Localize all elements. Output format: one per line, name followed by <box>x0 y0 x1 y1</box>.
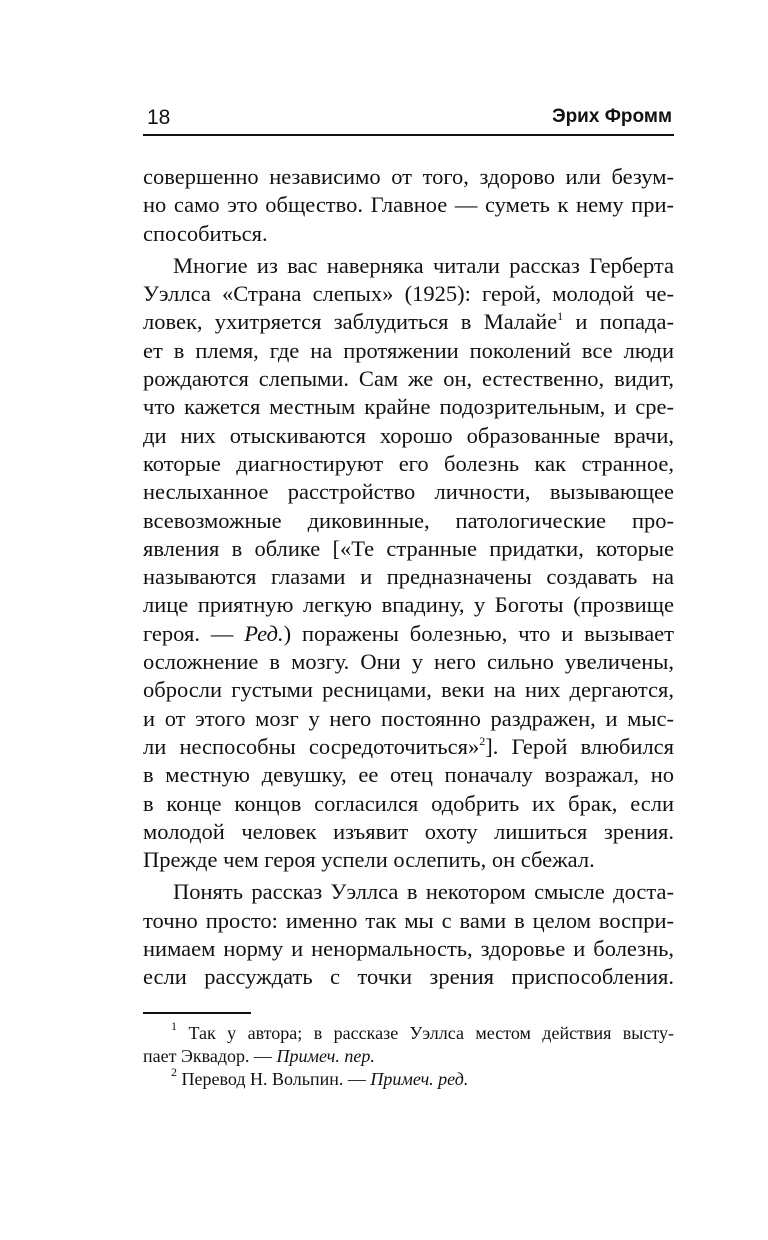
text-fragment: ]. Герой влюбился <box>485 733 675 759</box>
footnote-attribution: Примеч. ред. <box>370 1069 469 1089</box>
text-line: ди них отыскиваются хорошо образованные врачи, <box>143 422 674 448</box>
text-line: Уэллса «Страна слепых» (1925): герой, молодой че- <box>143 281 674 307</box>
text-line: способиться. <box>143 220 268 246</box>
footnote-mark: 1 <box>557 309 564 324</box>
text-line: и от этого мозг у него постоянно раздражен, и мыс- <box>143 705 674 731</box>
text-line: Понять рассказ Уэллса в некотором смысле доста- <box>173 879 674 905</box>
text-fragment: ) поражены болезнью, что и вызывает <box>283 620 675 646</box>
paragraph <box>143 163 674 248</box>
editor-note: Ред. <box>244 620 284 646</box>
text-line: которые диагностируют его болезнь как странное, <box>143 450 674 476</box>
footnote-text: пает Эквадор. — <box>143 1046 277 1066</box>
text-line: в местную девушку, ее отец поначалу возражал, но <box>143 762 674 788</box>
running-head-author: Эрих Фромм <box>552 106 672 127</box>
footnote-divider <box>143 1012 251 1014</box>
footnote-number: 1 <box>171 1019 177 1033</box>
text-line: ет в племя, где на протяжении поколений все люди <box>143 337 674 363</box>
text-line: нимаем норму и ненормальность, здоровье и болезнь, <box>143 936 674 962</box>
footnote-attribution: Примеч. пер. <box>276 1046 375 1066</box>
footnote-text: Перевод Н. Вольпин. — <box>181 1069 371 1089</box>
text-line <box>143 308 674 336</box>
text-fragment: и попада- <box>575 309 674 335</box>
text-line: Прежде чем героя успели ослепить, он сбежал. <box>143 847 595 873</box>
text-line: но само это общество. Главное — суметь к нему при- <box>143 192 674 218</box>
body-text <box>143 163 674 996</box>
page-header <box>143 104 674 136</box>
text-line: Многие из вас наверняка читали рассказ Герберта <box>173 252 674 278</box>
text-fragment: ловек, ухитряется заблудиться в Малайе <box>143 309 558 335</box>
footnote-number: 2 <box>171 1065 177 1079</box>
text-line: всевозможные диковинные, патологические про- <box>143 507 674 533</box>
text-line: лице приятную легкую впадину, у Боготы (прозвище <box>143 592 674 618</box>
paragraph <box>143 252 674 875</box>
footnote-line <box>143 1065 674 1091</box>
text-line: в конце концов согласился одобрить их брак, если <box>143 790 674 816</box>
text-fragment: ли неспособны сосредоточиться» <box>143 733 480 759</box>
text-line <box>143 620 674 648</box>
text-fragment: героя. — <box>143 620 245 646</box>
text-line: неслыханное расстройство личности, вызывающее <box>143 479 674 505</box>
text-line: точно просто: именно так мы с вами в целом воспри- <box>143 907 674 933</box>
text-line: называются глазами и предназначены создавать на <box>143 564 674 590</box>
paragraph <box>143 878 674 991</box>
page-number: 18 <box>147 106 171 129</box>
footnote-line <box>143 1019 675 1045</box>
text-line: совершенно независимо от того, здорово или безум- <box>143 164 674 189</box>
footnotes <box>143 1019 675 1091</box>
text-line: осложнение в мозгу. Они у него сильно увеличены, <box>143 649 674 675</box>
text-line <box>143 733 674 761</box>
text-line: обросли густыми ресницами, веки на них дергаются, <box>143 677 674 703</box>
footnote-text: Так у автора; в рассказе Уэллса местом действия высту- <box>188 1023 675 1043</box>
footnote-line <box>143 1045 674 1068</box>
footnote-mark: 2 <box>479 733 486 748</box>
text-line: что кажется местным крайне подозрительным, и сре- <box>143 394 674 420</box>
text-line: если рассуждать с точки зрения приспособления. <box>143 964 674 990</box>
text-line: молодой человек изъявит охоту лишиться зрения. <box>143 818 674 844</box>
text-line: рождаются слепыми. Сам же он, естественно, видит, <box>143 366 674 392</box>
text-line: явления в облике [«Те странные придатки, которые <box>143 535 674 561</box>
